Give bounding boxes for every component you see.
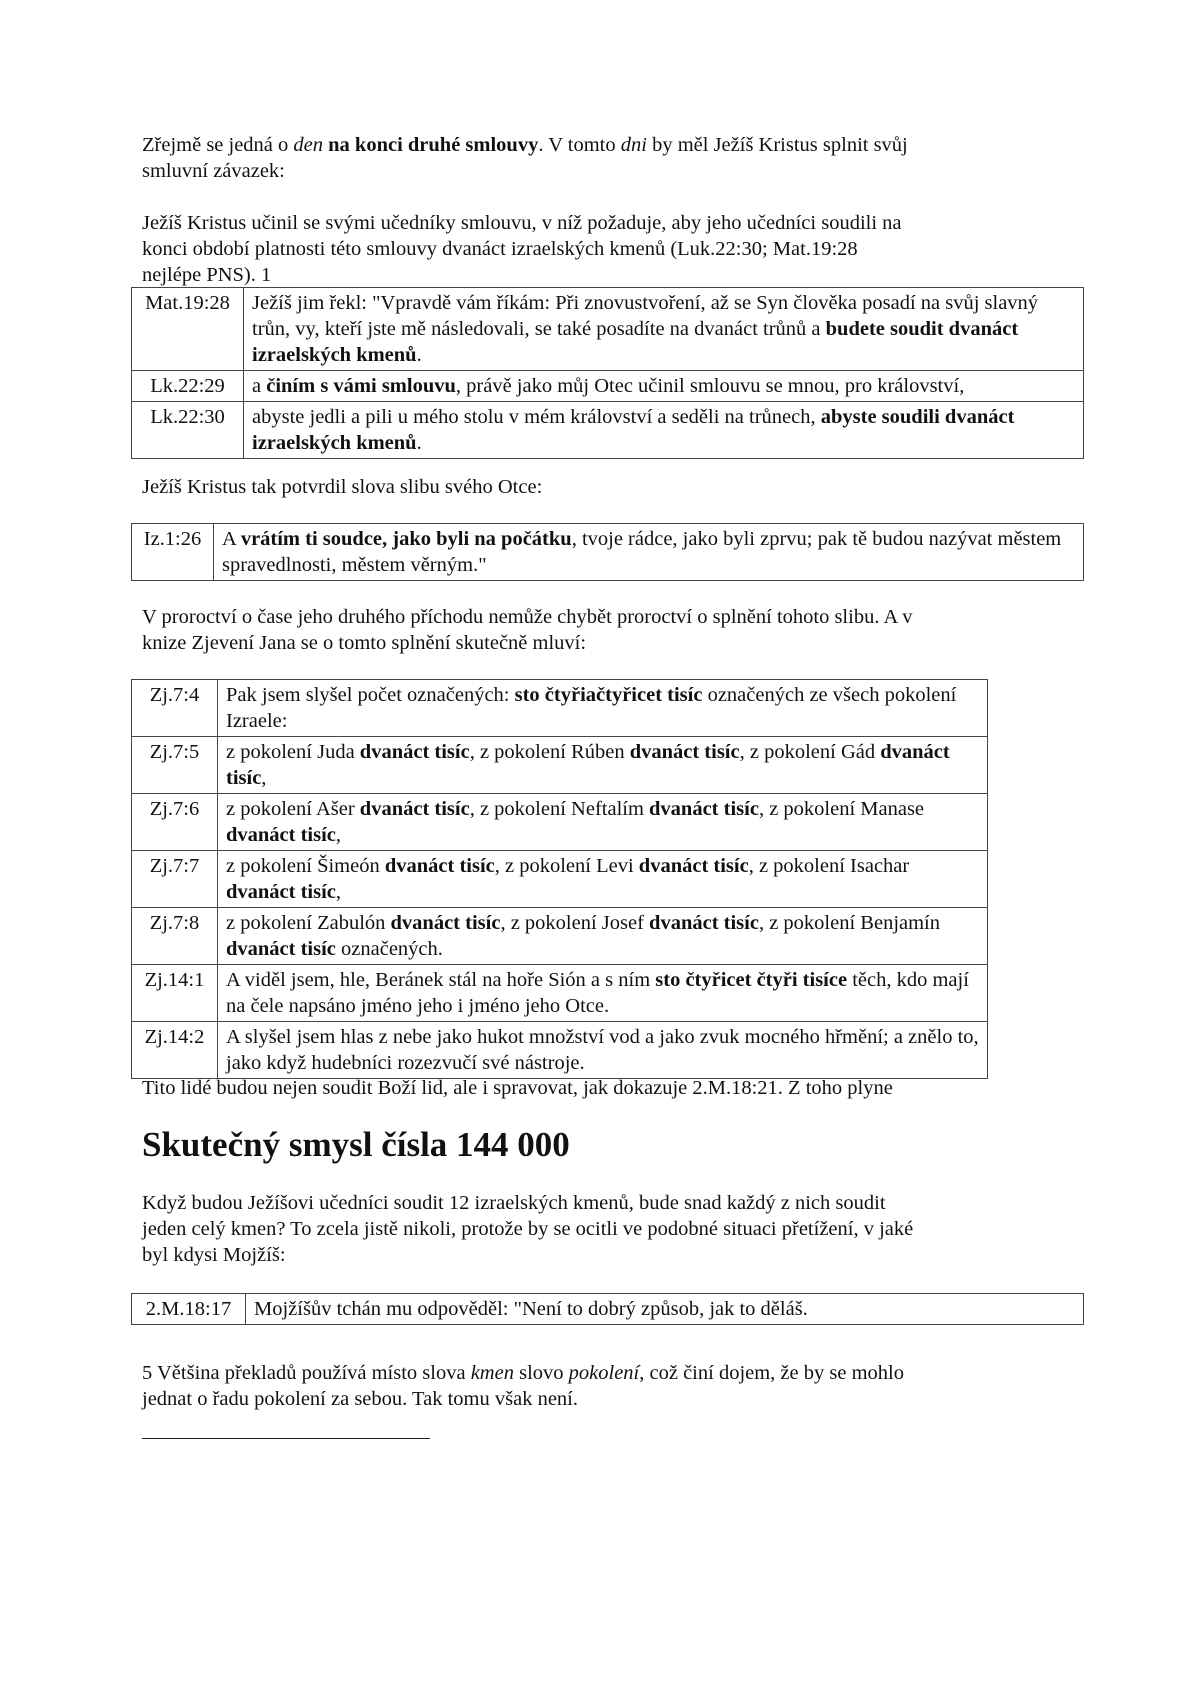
verse-text <box>246 1294 1084 1325</box>
verse-table-matthew-luke <box>131 287 1084 459</box>
verse-reference: Mat.19:28 <box>132 288 244 371</box>
verse-row <box>132 908 988 965</box>
verse-reference: Zj.7:7 <box>132 851 218 908</box>
verse-emphasis: budete soudit dvanáct izraelských kmenů <box>252 318 1019 366</box>
verse-text <box>218 908 988 965</box>
meaning-line-3: byl kdysi Mojžíš: <box>142 1244 286 1266</box>
verse-emphasis: dvanáct tisíc <box>226 741 950 789</box>
verse-emphasis: dvanáct tisíc <box>226 881 336 903</box>
verse-segment: z pokolení Ašer <box>226 798 360 820</box>
intro-line-2: smluvní závazek: <box>142 160 285 182</box>
verse-emphasis: sto čtyřiačtyřicet tisíc <box>514 684 703 706</box>
verse-reference: Iz.1:26 <box>132 524 214 581</box>
verse-emphasis: dvanáct tisíc <box>638 855 749 877</box>
covenant-paragraph <box>142 210 1072 288</box>
verse-segment: Ježíš jim řekl: "Vpravdě vám říkám: Při znovustvoření, až se Syn člověka posadí na svůj slavný trůn, vy, kteří jste mě následovali, se také posadíte na dvanáct trůnů a <box>252 292 1039 340</box>
conclusion-paragraph <box>142 1075 1072 1101</box>
verse-emphasis: dvanáct tisíc <box>649 798 759 820</box>
verse-segment: Pak jsem slyšel počet označených: <box>226 684 515 706</box>
verse-text <box>244 371 1084 402</box>
verse-text <box>214 524 1084 581</box>
verse-row <box>132 794 988 851</box>
verse-segment: A viděl jsem, hle, Beránek stál na hoře Sión a s ním <box>226 969 656 991</box>
conclusion-line: Tito lidé budou nejen soudit Boží lid, ale i spravovat, jak dokazuje 2.M.18:21. Z toho plyne <box>142 1077 893 1099</box>
verse-reference: Zj.7:4 <box>132 680 218 737</box>
verse-segment: , tvoje rádce, jako byli zprvu; pak tě budou nazývat městem spravedlnosti, městem věrným." <box>222 528 1062 576</box>
meaning-paragraph <box>142 1190 1072 1268</box>
italic-dni: dni <box>620 134 647 156</box>
verse-reference: Zj.7:8 <box>132 908 218 965</box>
verse-row <box>132 1022 988 1079</box>
prophecy-line-1: V proroctví o čase jeho druhého příchodu nemůže chybět proroctví o splnění tohoto slibu. A v <box>142 606 913 628</box>
verse-table-isaiah <box>131 523 1084 581</box>
verse-reference: Zj.7:5 <box>132 737 218 794</box>
verse-segment: , <box>261 767 267 789</box>
covenant-line-1: Ježíš Kristus učinil se svými učedníky smlouvu, v níž požaduje, aby jeho učedníci soudili na <box>142 212 902 234</box>
verse-emphasis: dvanáct tisíc <box>390 912 501 934</box>
bold-phrase: na konci druhé smlouvy <box>323 134 539 156</box>
verse-segment: z pokolení Zabulón <box>226 912 391 934</box>
footnote <box>142 1360 1072 1412</box>
verse-reference: 2.M.18:17 <box>132 1294 246 1325</box>
verse-row <box>132 965 988 1022</box>
verse-row <box>132 402 1084 459</box>
italic-kmen: kmen <box>470 1362 514 1384</box>
verse-segment: , právě jako můj Otec učinil smlouvu se mnou, pro království, <box>455 375 965 397</box>
verse-emphasis: dvanáct tisíc <box>359 798 470 820</box>
verse-emphasis: dvanáct tisíc <box>384 855 495 877</box>
promise-line: Ježíš Kristus tak potvrdil slova slibu svého Otce: <box>142 476 543 498</box>
italic-pokoleni: pokolení <box>568 1362 640 1384</box>
verse-emphasis: dvanáct tisíc <box>359 741 470 763</box>
verse-segment: z pokolení Šimeón <box>226 855 385 877</box>
verse-segment: , z pokolení Gád <box>739 741 881 763</box>
verse-text <box>218 794 988 851</box>
meaning-line-1: Když budou Ježíšovi učedníci soudit 12 izraelských kmenů, bude snad každý z nich soudit <box>142 1192 886 1214</box>
verse-row <box>132 680 988 737</box>
verse-table-exodus <box>131 1293 1084 1325</box>
verse-segment: a <box>252 375 267 397</box>
prophecy-line-2: knize Zjevení Jana se o tomto splnění skutečně mluví: <box>142 632 587 654</box>
verse-segment: , z pokolení Benjamín <box>758 912 940 934</box>
verse-segment: abyste jedli a pili u mého stolu v mém království a seděli na trůnech, <box>252 406 821 428</box>
verse-segment: . <box>416 432 422 454</box>
verse-segment: těch, kdo mají na čele napsáno jméno jeho i jméno jeho Otce. <box>226 969 969 1017</box>
verse-reference: Zj.14:2 <box>132 1022 218 1079</box>
footnote-line-2: jednat o řadu pokolení za sebou. Tak tomu však není. <box>142 1388 578 1410</box>
verse-segment: , z pokolení Rúben <box>469 741 630 763</box>
prophecy-paragraph <box>142 604 1072 656</box>
covenant-line-3: nejlépe PNS). 1 <box>142 264 272 286</box>
verse-row <box>132 288 1084 371</box>
verse-segment: , <box>335 881 342 903</box>
intro-line-1: Zřejmě se jedná o den na konci druhé smlouvy. V tomto dni by měl Ježíš Kristus splnit svůj <box>142 134 908 156</box>
verse-emphasis: dvanáct tisíc <box>629 741 740 763</box>
verse-text <box>218 1022 988 1079</box>
verse-segment: , z pokolení Neftalím <box>469 798 650 820</box>
section-heading: Skutečný smysl čísla 144 000 <box>142 1125 570 1164</box>
verse-reference: Zj.7:6 <box>132 794 218 851</box>
verse-segment: , z pokolení Levi <box>494 855 639 877</box>
verse-segment: A <box>222 528 241 550</box>
verse-segment: , <box>335 824 342 846</box>
verse-reference: Zj.14:1 <box>132 965 218 1022</box>
verse-text <box>244 402 1084 459</box>
verse-reference: Lk.22:30 <box>132 402 244 459</box>
verse-text <box>218 965 988 1022</box>
verse-segment: označených. <box>335 938 443 960</box>
verse-text <box>244 288 1084 371</box>
verse-emphasis: dvanáct tisíc <box>226 824 336 846</box>
verse-segment: , z pokolení Josef <box>500 912 650 934</box>
promise-paragraph <box>142 474 542 500</box>
verse-emphasis: vrátím ti soudce, jako byli na počátku <box>240 528 572 550</box>
verse-segment: , z pokolení Manase <box>758 798 925 820</box>
verse-emphasis: sto čtyřicet čtyři tisíce <box>655 969 848 991</box>
footnote-separator <box>142 1438 430 1439</box>
verse-emphasis: dvanáct tisíc <box>649 912 759 934</box>
verse-segment: označených ze všech pokolení Izraele: <box>226 684 957 732</box>
italic-den: den <box>293 134 324 156</box>
verse-emphasis: činím s vámi smlouvu <box>266 375 456 397</box>
verse-text <box>218 680 988 737</box>
verse-table-revelation <box>131 679 988 1079</box>
intro-paragraph <box>142 132 1042 184</box>
meaning-line-2: jeden celý kmen? To zcela jistě nikoli, protože by se ocitli ve podobné situaci přetížení, v jaké <box>142 1218 914 1240</box>
verse-text <box>218 737 988 794</box>
verse-segment: z pokolení Juda <box>226 741 360 763</box>
verse-text <box>218 851 988 908</box>
verse-row <box>132 1294 1084 1325</box>
verse-row <box>132 737 988 794</box>
verse-segment: , z pokolení Isachar <box>748 855 910 877</box>
verse-segment: A slyšel jsem hlas z nebe jako hukot množství vod a jako zvuk mocného hřmění; a znělo to, jako když hudebníci rozezvučí své nástroje. <box>226 1026 979 1074</box>
verse-segment: Mojžíšův tchán mu odpověděl: "Není to dobrý způsob, jak to děláš. <box>254 1298 808 1320</box>
verse-row <box>132 851 988 908</box>
verse-emphasis: abyste soudili dvanáct izraelských kmenů <box>252 406 1015 454</box>
verse-emphasis: dvanáct tisíc <box>226 938 336 960</box>
verse-row <box>132 524 1084 581</box>
covenant-line-2: konci období platnosti této smlouvy dvanáct izraelských kmenů (Luk.22:30; Mat.19:28 <box>142 238 858 260</box>
verse-reference: Lk.22:29 <box>132 371 244 402</box>
footnote-line-1: 5 Většina překladů používá místo slova kmen slovo pokolení, což činí dojem, že by se mohlo <box>142 1362 904 1384</box>
verse-row <box>132 371 1084 402</box>
verse-segment: . <box>416 344 422 366</box>
